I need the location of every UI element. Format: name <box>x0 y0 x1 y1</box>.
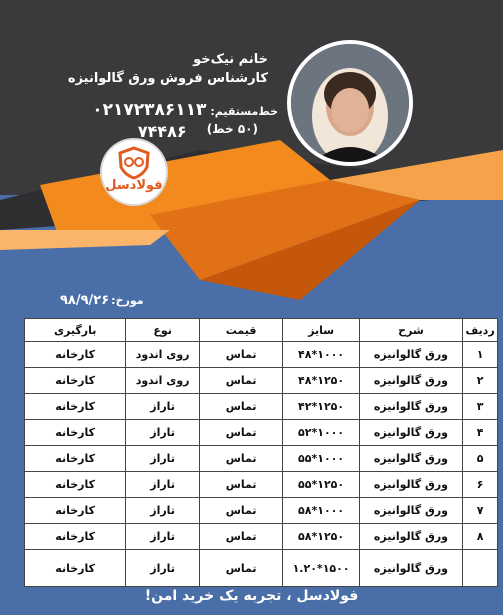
cell-loading: کارخانه <box>25 498 126 524</box>
cell-type: روی اندود <box>126 368 200 394</box>
contact-name: خانم نیک‌خو <box>193 52 268 67</box>
direct-line-row <box>92 100 278 120</box>
cell-row-number: ۱ <box>463 342 498 368</box>
cell-size: ۱۰۰۰*۵۵ <box>283 446 359 472</box>
cell-price: تماس <box>199 498 282 524</box>
cell-description: ورق گالوانیزه <box>359 472 462 498</box>
cell-description: ورق گالوانیزه <box>359 394 462 420</box>
direct-line-label: خط‌مستقیم: <box>210 105 278 118</box>
cell-row-number: ۲ <box>463 368 498 394</box>
table-row <box>25 368 498 394</box>
cell-type: تاراز <box>126 550 200 587</box>
cell-loading: کارخانه <box>25 394 126 420</box>
direct-line-number[interactable]: ۰۲۱۷۲۳۸۶۱۱۳ <box>92 100 207 120</box>
date-value: ۹۸/۹/۲۶ <box>60 293 110 308</box>
cell-description: ورق گالوانیزه <box>359 498 462 524</box>
cell-row-number: ۶ <box>463 472 498 498</box>
cell-description: ورق گالوانیزه <box>359 446 462 472</box>
table-row <box>25 524 498 550</box>
table-row <box>25 472 498 498</box>
cell-size: ۱۲۵۰*۵۸ <box>283 524 359 550</box>
cell-loading: کارخانه <box>25 420 126 446</box>
cell-price: تماس <box>199 550 282 587</box>
cell-type: تاراز <box>126 472 200 498</box>
cell-type: تاراز <box>126 524 200 550</box>
contact-block <box>18 52 268 86</box>
cell-price: تماس <box>199 420 282 446</box>
table-row <box>25 394 498 420</box>
cell-loading: کارخانه <box>25 550 126 587</box>
cell-size: ۱۰۰۰*۴۸ <box>283 342 359 368</box>
avatar <box>287 40 413 166</box>
header-type: نوع <box>126 319 200 342</box>
cell-type: روی اندود <box>126 342 200 368</box>
logo-text: فولادسل <box>105 178 163 193</box>
cell-size: ۱۲۵۰*۴۲ <box>283 394 359 420</box>
header-row-number: ردیف <box>463 319 498 342</box>
cell-description: ورق گالوانیزه <box>359 524 462 550</box>
date-row <box>60 293 144 308</box>
cell-price: تماس <box>199 472 282 498</box>
person-photo-icon <box>291 44 409 162</box>
shield-logo-icon <box>102 140 166 204</box>
cell-row-number: ۳ <box>463 394 498 420</box>
table-row <box>25 420 498 446</box>
table-row <box>25 550 498 587</box>
cell-loading: کارخانه <box>25 446 126 472</box>
contact-title: کارشناس فروش ورق گالوانیزه <box>67 71 268 86</box>
header-description: شرح <box>359 319 462 342</box>
cell-size: ۱۰۰۰*۵۸ <box>283 498 359 524</box>
cell-row-number: ۷ <box>463 498 498 524</box>
cell-row-number <box>463 550 498 587</box>
cell-size: ۱۰۰۰*۵۲ <box>283 420 359 446</box>
table-row <box>25 342 498 368</box>
cell-size: ۱۲۵۰*۵۵ <box>283 472 359 498</box>
cell-description: ورق گالوانیزه <box>359 368 462 394</box>
cell-row-number: ۸ <box>463 524 498 550</box>
cell-loading: کارخانه <box>25 368 126 394</box>
cell-size: ۱۵۰۰*۱.۲۰ <box>283 550 359 587</box>
cell-type: تاراز <box>126 420 200 446</box>
cell-type: تاراز <box>126 394 200 420</box>
cell-description: ورق گالوانیزه <box>359 342 462 368</box>
lines-note: (۵۰ خط) <box>206 122 258 136</box>
price-table <box>24 318 498 587</box>
header-background <box>0 0 503 300</box>
cell-loading: کارخانه <box>25 342 126 368</box>
table-row <box>25 498 498 524</box>
cell-price: تماس <box>199 446 282 472</box>
header-price: قیمت <box>199 319 282 342</box>
cell-price: تماس <box>199 342 282 368</box>
cell-loading: کارخانه <box>25 524 126 550</box>
cell-loading: کارخانه <box>25 472 126 498</box>
date-label: مورخ: <box>111 294 144 307</box>
extension-number: ۷۴۴۸۶ <box>137 122 187 141</box>
footer-slogan: فولادسل ، تجربه یک خرید امن! <box>144 588 359 604</box>
cell-type: تاراز <box>126 498 200 524</box>
cell-row-number: ۵ <box>463 446 498 472</box>
cell-type: تاراز <box>126 446 200 472</box>
cell-price: تماس <box>199 524 282 550</box>
cell-price: تماس <box>199 394 282 420</box>
table-row <box>25 446 498 472</box>
cell-price: تماس <box>199 368 282 394</box>
cell-description: ورق گالوانیزه <box>359 550 462 587</box>
cell-description: ورق گالوانیزه <box>359 420 462 446</box>
extension-row <box>138 122 258 141</box>
company-logo <box>102 140 166 204</box>
cell-row-number: ۴ <box>463 420 498 446</box>
header-size: سایز <box>283 319 359 342</box>
header-loading: بارگیری <box>25 319 126 342</box>
cell-size: ۱۲۵۰*۴۸ <box>283 368 359 394</box>
table-header-row <box>25 319 498 342</box>
